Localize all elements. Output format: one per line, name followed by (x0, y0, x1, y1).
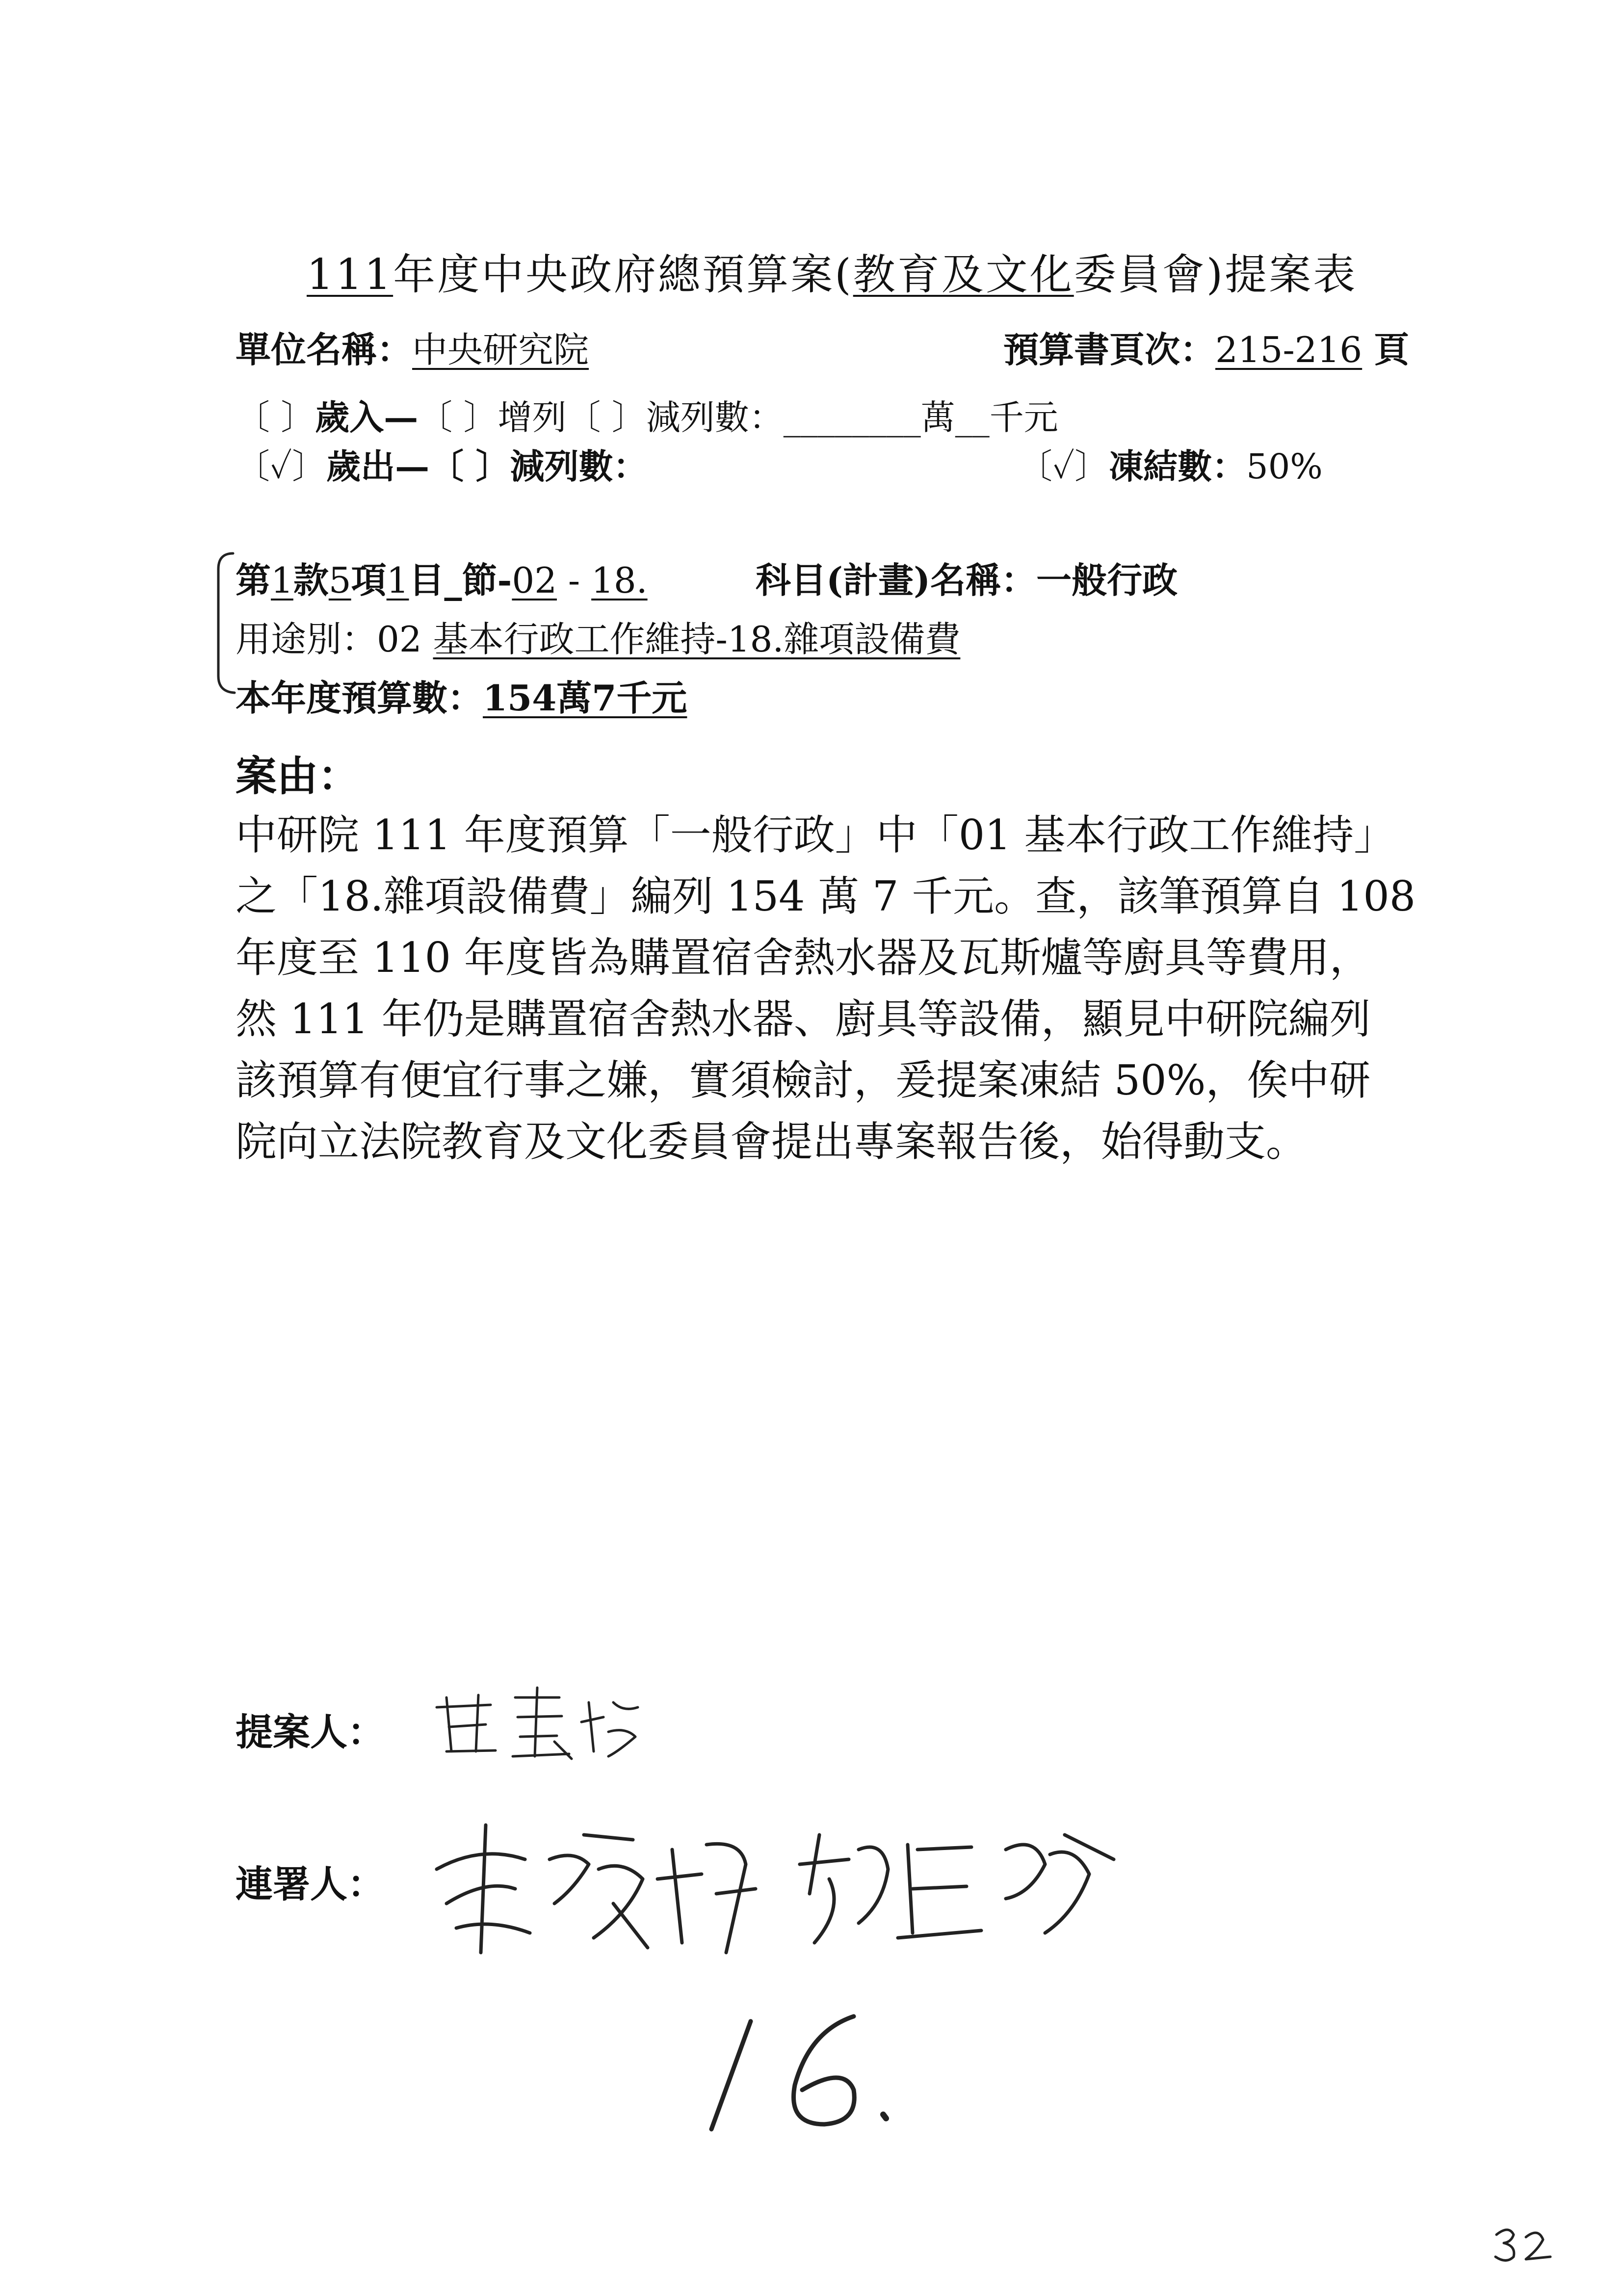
page-ref-suffix: 頁 (1374, 329, 1410, 370)
document-title (307, 240, 1357, 301)
unit-name-field (236, 321, 589, 372)
freeze-label: 凍結數： (1109, 446, 1247, 487)
expenditure-label: 歲出— (326, 446, 430, 487)
item-mu: 1 (386, 560, 409, 601)
unit-name-label: 單位名稱： (236, 329, 413, 370)
reason-body (236, 805, 1442, 1173)
item-d3: 項 (351, 559, 387, 601)
item-xiang: 5 (328, 560, 351, 601)
subject-label: 科目(計畫)名稱： (756, 559, 1037, 601)
subject-field (756, 552, 1178, 603)
revenue-checkbox: 〔 〕 (236, 397, 315, 438)
item-num: 18. (591, 560, 648, 601)
freeze-field (1018, 439, 1323, 489)
reason-line: 然 111 年仍是購置宿舍熱水器、廚具等設備，顯見中研院編列 (236, 995, 1371, 1043)
item-d6: - (557, 560, 592, 601)
reason-line: 之「18.雜項設備費」編列 154 萬 7 千元。查，該筆預算自 108 (236, 872, 1416, 920)
revenue-increase-option: 〔 〕增列 (418, 397, 567, 438)
budget-value: 154萬7千元 (483, 677, 687, 719)
budget-label: 本年度預算數： (236, 677, 483, 719)
page-number (1492, 2222, 1555, 2267)
reason-heading: 案由： (236, 752, 360, 800)
revenue-decrease-option: 〔 〕減列數： (566, 397, 784, 438)
title-part2: 委員會)提案表 (1074, 250, 1358, 299)
item-line (236, 552, 648, 603)
handwritten-number (697, 2002, 922, 2139)
item-d2: 款 (293, 559, 329, 601)
usage-value: 基本行政工作維持-18.雜項設備費 (433, 619, 961, 660)
item-d5: _節- (444, 559, 512, 601)
unit-name-value: 中央研究院 (412, 329, 589, 370)
freeze-value: 50% (1246, 446, 1323, 487)
revenue-unit-thousand: 千元 (989, 397, 1058, 438)
revenue-blank-2: __ (955, 397, 990, 438)
item-jie: 02 (512, 560, 557, 601)
proposer-signature (432, 1678, 648, 1761)
expenditure-row (236, 439, 648, 489)
reason-line: 院向立法院教育及文化委員會提出專案報告後，始得動支。 (236, 1118, 1308, 1166)
expenditure-decrease-option: 〔 〕減列數： (429, 446, 648, 487)
revenue-blank: ________ (783, 397, 921, 438)
usage-label: 用途別：02 (236, 619, 433, 660)
revenue-unit-wan: 萬 (920, 397, 955, 438)
page-ref-label: 預算書頁次： (1003, 329, 1216, 370)
freeze-checkbox: 〔✓〕 (1018, 446, 1109, 487)
page-ref-value: 215-216 (1215, 329, 1362, 370)
subject-value: 一般行政 (1036, 559, 1178, 601)
title-part1: 年度中央政府總預算案( (393, 250, 853, 299)
proposer-label: 提案人： (236, 1710, 385, 1754)
item-d1: 第 (236, 559, 271, 601)
revenue-row (236, 390, 1058, 440)
page-ref-field (1003, 321, 1409, 372)
item-kuan: 1 (271, 560, 293, 601)
budget-field (236, 670, 687, 721)
title-year: 111 (307, 250, 393, 299)
reason-line: 年度至 110 年度皆為購置宿舍熱水器及瓦斯爐等廚具等費用， (236, 934, 1371, 982)
title-committee: 教育及文化 (853, 250, 1074, 299)
cosigner-signatures (427, 1805, 1124, 1962)
revenue-label: 歲入— (315, 397, 419, 438)
expenditure-checkbox: 〔✓〕 (236, 446, 327, 487)
item-d4: 目 (409, 559, 445, 601)
usage-field (236, 611, 960, 662)
cosigner-label: 連署人： (236, 1862, 385, 1906)
reason-line: 中研院 111 年度預算「一般行政」中「01 基本行政工作維持」 (236, 811, 1395, 859)
reason-line: 該預算有便宜行事之嫌，實須檢討，爰提案凍結 50%，俟中研 (236, 1056, 1371, 1104)
